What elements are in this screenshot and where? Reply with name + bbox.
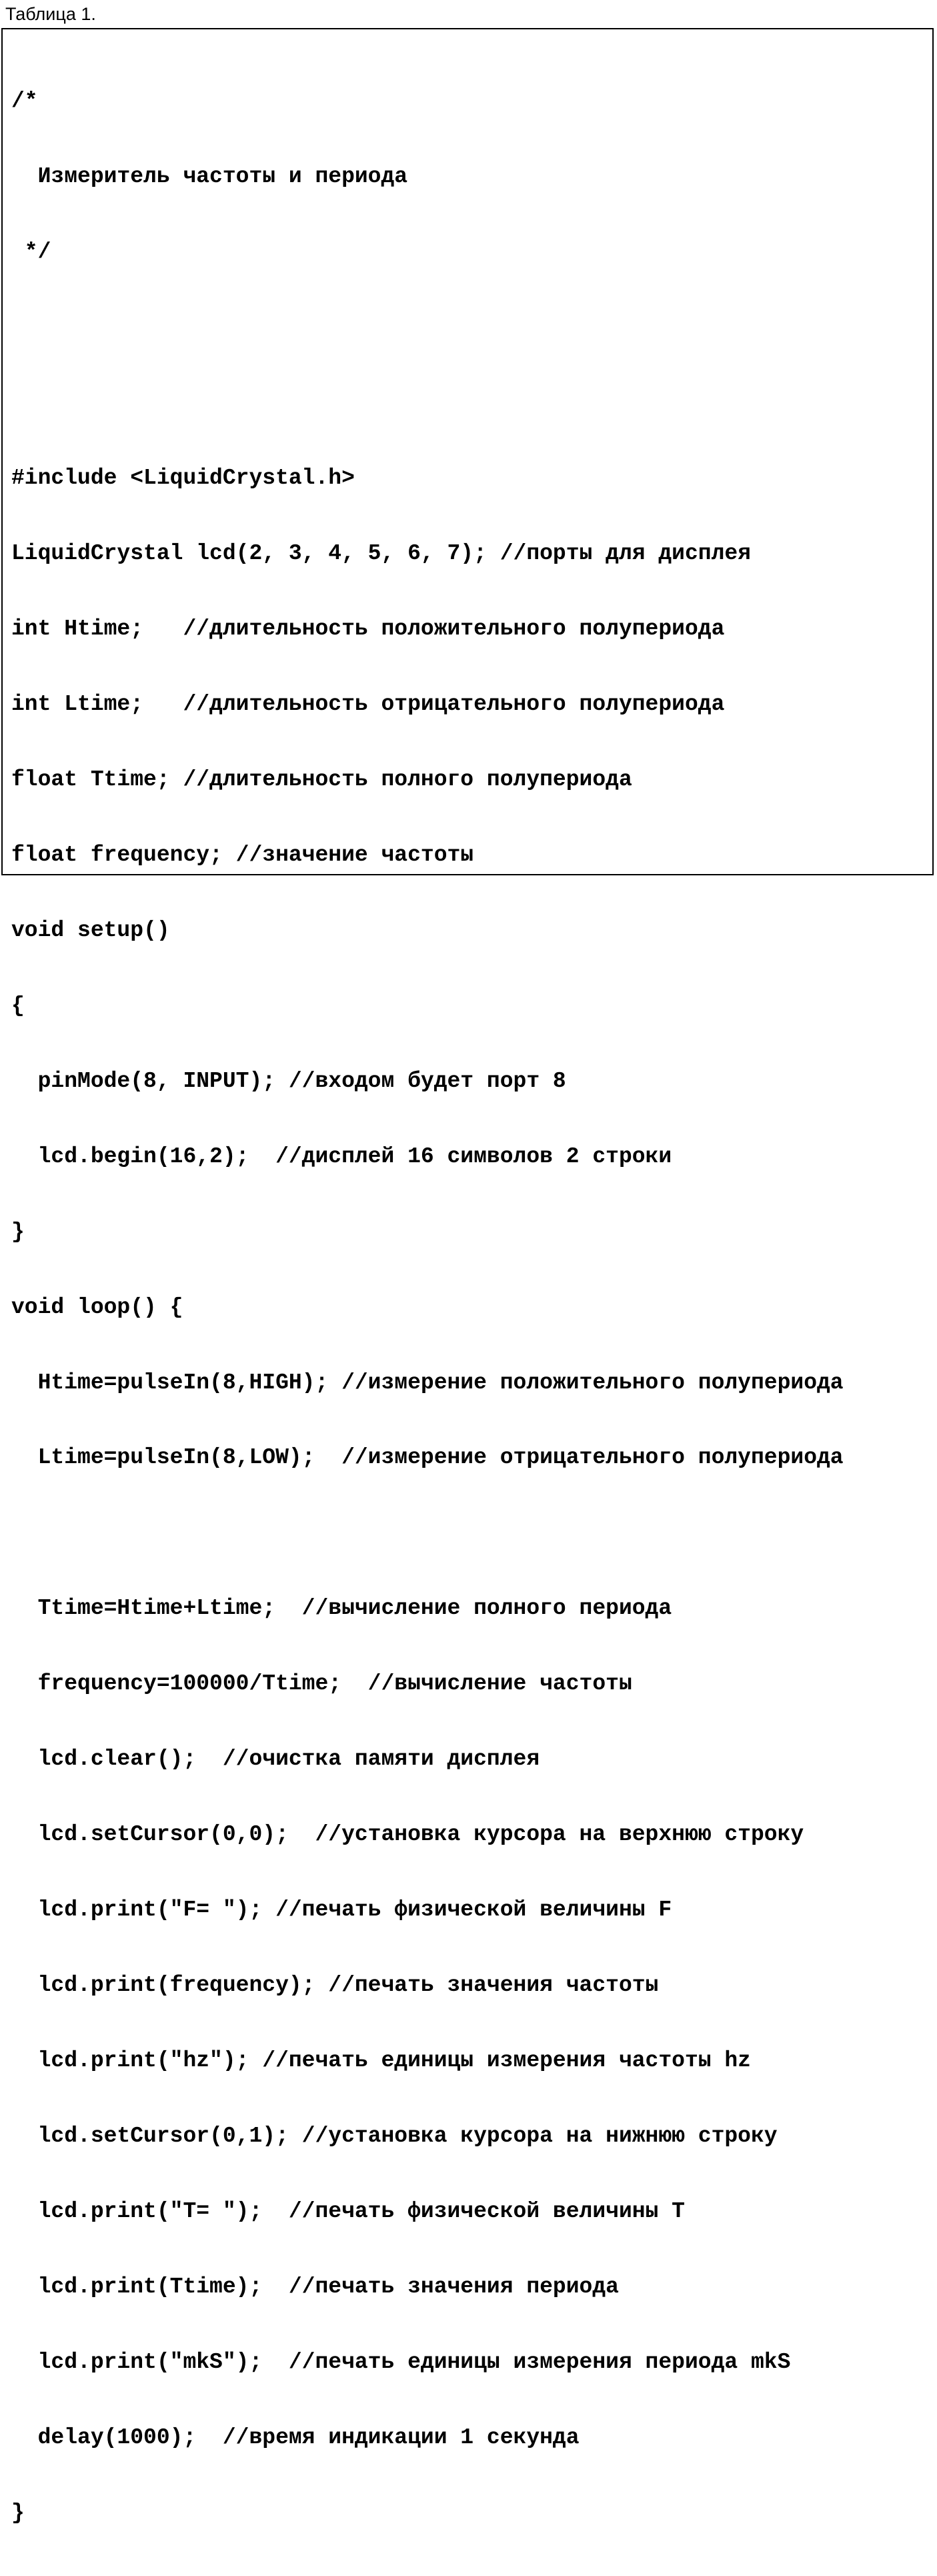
code-line: lcd.print("mkS"); //печать единицы измерения периода mkS (11, 2349, 791, 2375)
table-caption: Таблица 1. (5, 4, 96, 24)
code-line: frequency=100000/Ttime; //вычисление частоты (11, 1671, 632, 1697)
code-line: Измеритель частоты и периода (11, 164, 408, 189)
code-line: delay(1000); //время индикации 1 секунда (11, 2425, 580, 2450)
code-line: LiquidCrystal lcd(2, 3, 4, 5, 6, 7); //порты для дисплея (11, 541, 751, 566)
code-line: /* (11, 89, 38, 114)
code-line (11, 315, 844, 340)
code-listing-box (1, 28, 934, 2525)
code-line (11, 1521, 844, 1546)
code-line: Htime=pulseIn(8,HIGH); //измерение положительного полупериода (11, 1370, 844, 1395)
code-line: lcd.print(Ttime); //печать значения периода (11, 2274, 619, 2299)
code-line: Ltime=pulseIn(8,LOW); //измерение отрицательного полупериода (11, 1445, 844, 1470)
code-line: lcd.begin(16,2); //дисплей 16 символов 2 строки (11, 1144, 672, 1169)
code-line: float Ttime; //длительность полного полупериода (11, 767, 632, 792)
code-line: lcd.clear(); //очистка памяти дисплея (11, 1747, 540, 1772)
code-line: void setup() (11, 917, 170, 943)
code-line: */ (11, 240, 51, 265)
code-line: } (11, 1219, 25, 1244)
code-line: lcd.print("hz"); //печать единицы измерения частоты hz (11, 2048, 751, 2074)
code-line: void loop() { (11, 1294, 183, 1320)
code-line: int Ltime; //длительность отрицательного полупериода (11, 691, 725, 717)
code-line: pinMode(8, INPUT); //входом будет порт 8 (11, 1068, 566, 1094)
code-line: lcd.print(frequency); //печать значения частоты (11, 1973, 659, 1998)
code-line: lcd.print("T= "); //печать физической величины T (11, 2199, 685, 2224)
code-line: { (11, 993, 25, 1018)
code-line: lcd.print("F= "); //печать физической величины F (11, 1897, 672, 1923)
code-line: int Htime; //длительность положительного полупериода (11, 616, 725, 641)
code-line: Ttime=Htime+Ltime; //вычисление полного периода (11, 1596, 672, 1621)
code-line: lcd.setCursor(0,1); //установка курсора на нижнюю строку (11, 2124, 778, 2149)
code-line: } (11, 2500, 25, 2525)
code-line (11, 390, 844, 416)
code-line: lcd.setCursor(0,0); //установка курсора на верхнюю строку (11, 1822, 804, 1847)
code-line: float frequency; //значение частоты (11, 842, 474, 867)
code-line: #include <LiquidCrystal.h> (11, 466, 355, 491)
code-listing (11, 39, 844, 2576)
